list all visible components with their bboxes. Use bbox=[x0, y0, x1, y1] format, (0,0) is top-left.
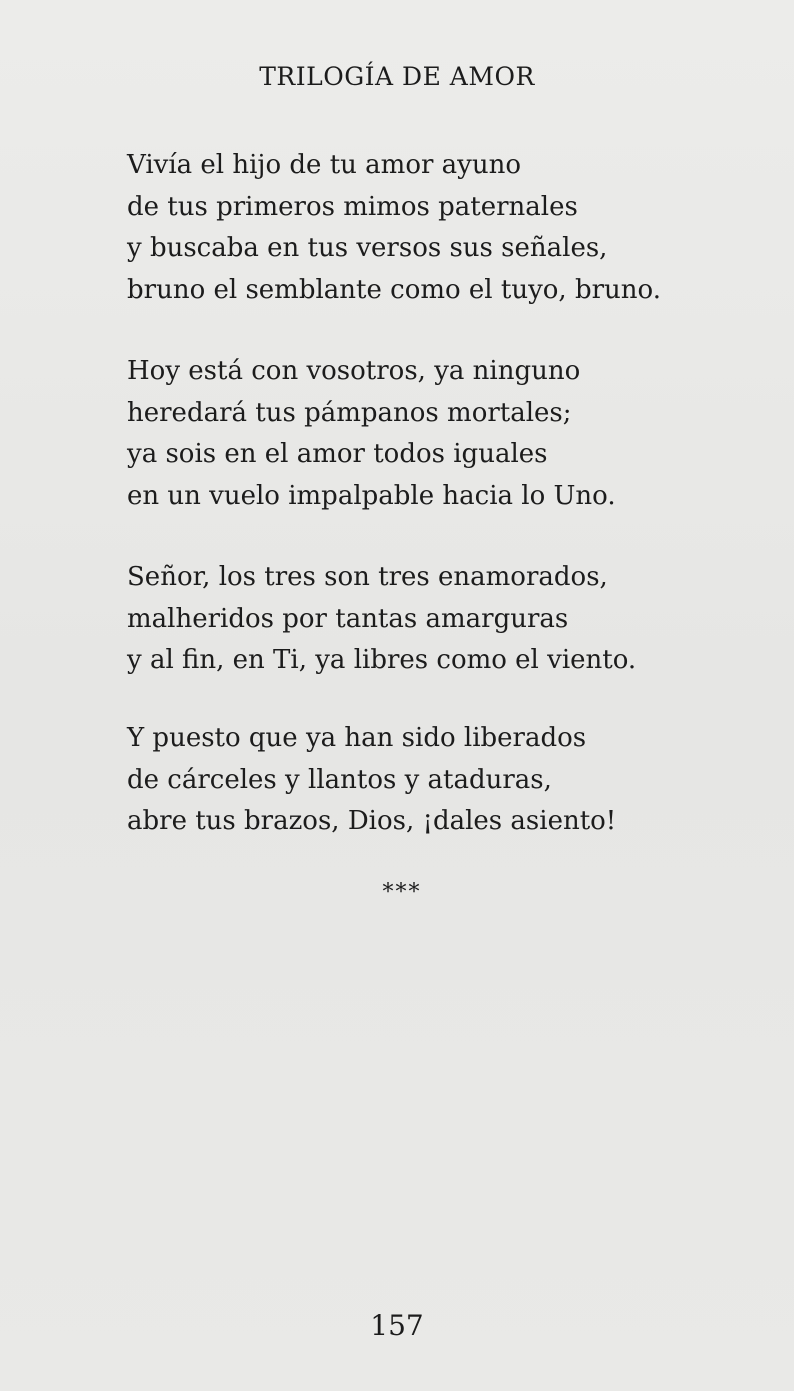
poem-line: Señor, los tres son tres enamorados, bbox=[127, 562, 608, 592]
poem-line: malheridos por tantas amarguras bbox=[127, 603, 569, 634]
poem-line: y buscaba en tus versos sus señales, bbox=[127, 233, 608, 263]
poem-line: Y puesto que ya han sido liberados bbox=[127, 723, 587, 753]
stanza-2 bbox=[127, 351, 616, 517]
poem-title: TRILOGÍA DE AMOR bbox=[259, 62, 535, 91]
poem-line: y al fin, en Ti, ya libres como el viento. bbox=[127, 645, 637, 675]
poem-line: ya sois en el amor todos iguales bbox=[127, 439, 548, 469]
poem-line: abre tus brazos, Dios, ¡dales asiento! bbox=[127, 806, 617, 836]
stanza-1 bbox=[127, 145, 661, 311]
poem-line: de cárceles y llantos y ataduras, bbox=[127, 764, 552, 795]
poem-line: en un vuelo impalpable hacia lo Uno. bbox=[127, 480, 616, 511]
poem-line: heredará tus pámpanos mortales; bbox=[127, 397, 572, 428]
poem-line: Hoy está con vosotros, ya ninguno bbox=[127, 356, 581, 386]
section-separator: *** bbox=[382, 880, 422, 905]
stanza-4 bbox=[127, 718, 616, 843]
stanza-3 bbox=[127, 557, 636, 682]
poem-line: bruno el semblante como el tuyo, bruno. bbox=[127, 274, 661, 305]
poem-line: de tus primeros mimos paternales bbox=[127, 191, 578, 222]
page-number: 157 bbox=[370, 1309, 424, 1342]
poem-line: Vivía el hijo de tu amor ayuno bbox=[127, 150, 521, 180]
